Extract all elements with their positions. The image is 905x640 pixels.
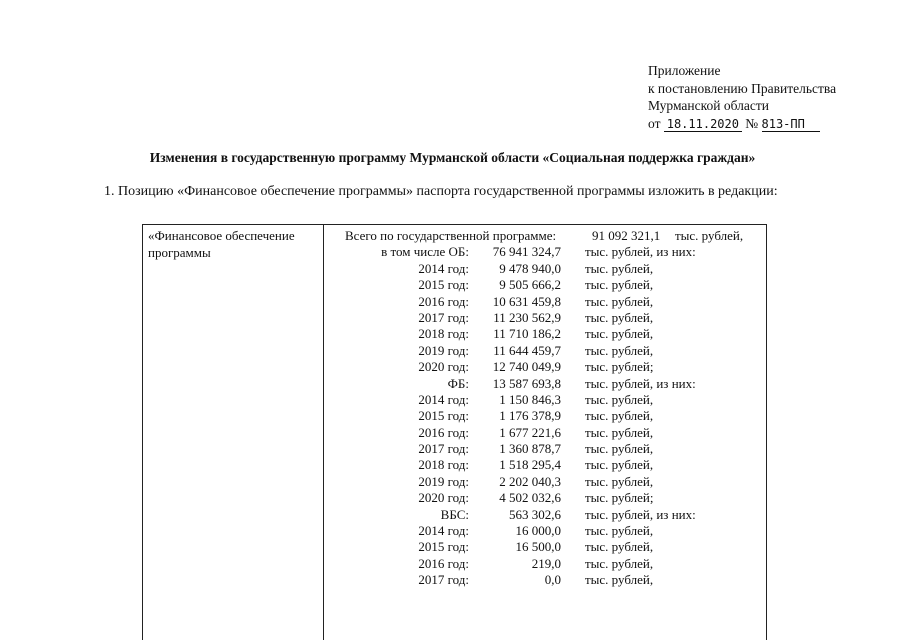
row-value: 4 502 032,6 [499, 490, 561, 506]
row-unit: тыс. рублей, [585, 408, 654, 424]
finance-rows [0, 228, 905, 589]
row-unit: тыс. рублей, [585, 473, 654, 489]
finance-row [0, 310, 905, 326]
amendment-paragraph: 1. Позицию «Финансовое обеспечение программы» паспорта государственной программы изложить в редакции: [104, 184, 778, 199]
row-unit: тыс. рублей, [585, 309, 654, 325]
row-label: 2020 год: [418, 490, 469, 506]
resolution-number: 813-ПП [761, 116, 805, 131]
finance-row [0, 490, 905, 506]
row-label: 2016 год: [418, 293, 469, 309]
row-label: 2015 год: [418, 408, 469, 424]
row-unit: тыс. рублей, [585, 326, 654, 342]
row-unit: тыс. рублей, [585, 391, 654, 407]
finance-row [0, 457, 905, 473]
row-label: 2017 год: [418, 309, 469, 325]
row-unit: тыс. рублей, [585, 342, 654, 358]
row-container [0, 244, 905, 588]
row-label: 2015 год: [418, 539, 469, 555]
row-value: 1 360 878,7 [499, 441, 561, 457]
finance-row [0, 343, 905, 359]
row-label: в том числе ОБ: [381, 244, 469, 260]
document-title: Изменения в государственную программу Мурманской области «Социальная поддержка граждан» [149, 150, 756, 165]
finance-row [0, 244, 905, 260]
finance-row [0, 359, 905, 375]
row-label: 2015 год: [418, 277, 469, 293]
row-unit: тыс. рублей, [585, 293, 654, 309]
row-value: 12 740 049,9 [492, 359, 561, 375]
row-unit: тыс. рублей, [585, 539, 654, 555]
row-unit: тыс. рублей, из них: [585, 375, 696, 391]
document-header [648, 62, 836, 132]
row-label: 2018 год: [418, 457, 469, 473]
row-unit: тыс. рублей, [585, 555, 654, 571]
finance-row [0, 261, 905, 277]
row-value: 9 478 940,0 [499, 260, 561, 276]
row-unit: тыс. рублей, [585, 441, 654, 457]
row-value: 11 230 562,9 [493, 309, 561, 325]
row-label: 2019 год: [418, 342, 469, 358]
total-value: 91 092 321,1 [592, 228, 661, 243]
finance-row [0, 539, 905, 555]
total-row [0, 228, 905, 244]
row-value: 2 202 040,3 [499, 473, 561, 489]
row-unit: тыс. рублей; [585, 490, 654, 506]
row-unit: тыс. рублей, [585, 260, 654, 276]
finance-row [0, 441, 905, 457]
row-unit: тыс. рублей, [585, 457, 654, 473]
row-value: 1 518 295,4 [499, 457, 561, 473]
finance-row [0, 294, 905, 310]
date-prefix: от [648, 115, 661, 131]
finance-row [0, 556, 905, 572]
row-label: 2016 год: [418, 424, 469, 440]
row-value: 16 000,0 [515, 523, 561, 539]
row-unit: тыс. рублей, из них: [585, 244, 696, 260]
row-value: 13 587 693,8 [492, 375, 561, 391]
resolution-date: 18.11.2020 [666, 116, 739, 131]
row-value: 1 677 221,6 [499, 424, 561, 440]
row-unit: тыс. рублей, [585, 277, 654, 293]
date-number-line [648, 115, 836, 133]
row-value: 1 150 846,3 [499, 391, 561, 407]
row-value: 1 176 378,9 [499, 408, 561, 424]
row-label: ВБС: [440, 506, 469, 522]
row-value: 563 302,6 [509, 506, 561, 522]
row-label: 2014 год: [418, 391, 469, 407]
finance-row [0, 277, 905, 293]
finance-row [0, 326, 905, 342]
finance-row [0, 408, 905, 424]
row-unit: тыс. рублей, из них: [585, 506, 696, 522]
finance-row [0, 572, 905, 588]
row-label: 2014 год: [418, 523, 469, 539]
row-value: 9 505 666,2 [499, 277, 561, 293]
row-label: 2019 год: [418, 473, 469, 489]
row-value: 10 631 459,8 [492, 293, 561, 309]
row-label: 2016 год: [418, 555, 469, 571]
total-unit: тыс. рублей, [675, 228, 744, 243]
row-value: 219,0 [531, 555, 561, 571]
finance-row [0, 392, 905, 408]
row-label: 2017 год: [418, 441, 469, 457]
region-name: Мурманской области [648, 98, 769, 113]
row-value: 16 500,0 [515, 539, 561, 555]
row-label: ФБ: [447, 375, 469, 391]
row-unit: тыс. рублей, [585, 424, 654, 440]
finance-row [0, 474, 905, 490]
row-value: 11 710 186,2 [493, 326, 561, 342]
row-label: 2018 год: [418, 326, 469, 342]
appendix-label: Приложение [648, 63, 721, 78]
row-label: 2020 год: [418, 359, 469, 375]
finance-row [0, 523, 905, 539]
resolution-reference: к постановлению Правительства [648, 80, 837, 96]
table-label: «Финансовое обеспечение программы [148, 228, 295, 260]
row-unit: тыс. рублей; [585, 359, 654, 375]
row-value: 76 941 324,7 [492, 244, 561, 260]
row-label: 2017 год: [418, 572, 469, 588]
finance-row [0, 376, 905, 392]
total-label: Всего по государственной программе: [345, 228, 557, 243]
row-unit: тыс. рублей, [585, 572, 654, 588]
row-value: 11 644 459,7 [493, 342, 561, 358]
finance-row [0, 425, 905, 441]
row-label: 2014 год: [418, 260, 469, 276]
row-value: 0,0 [544, 572, 561, 588]
row-unit: тыс. рублей, [585, 523, 654, 539]
number-sign: № [745, 115, 759, 131]
finance-row [0, 507, 905, 523]
